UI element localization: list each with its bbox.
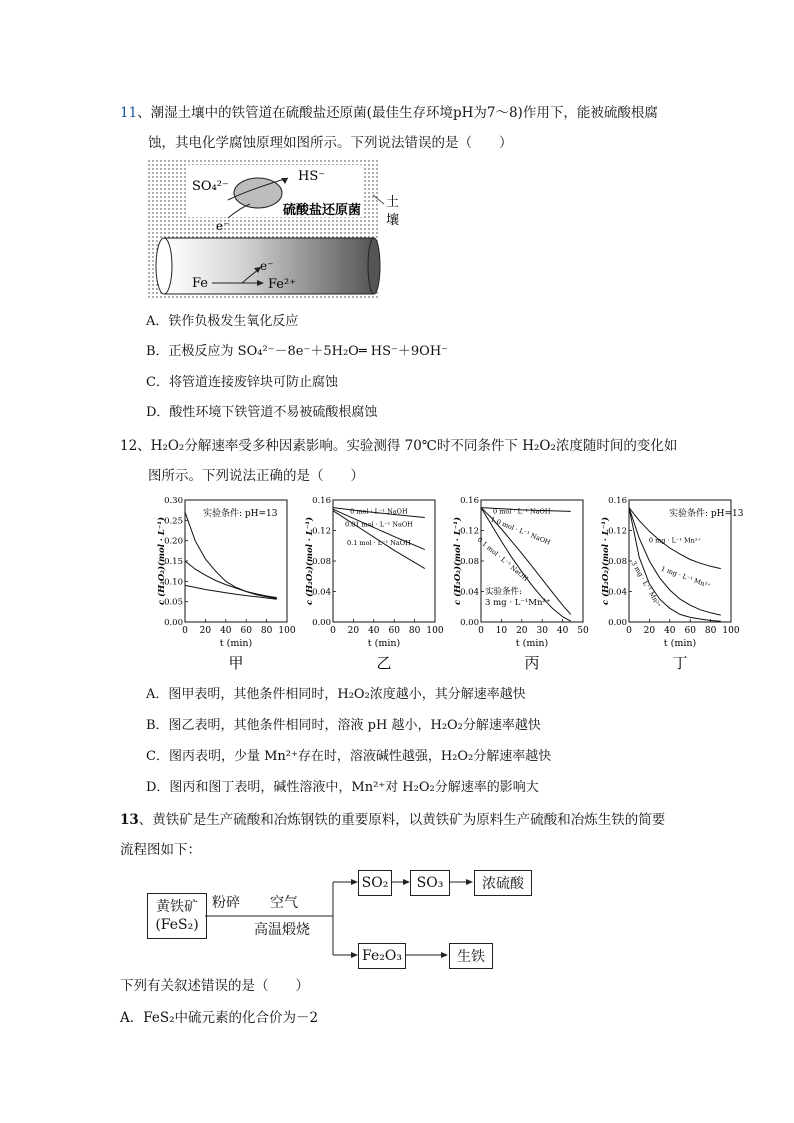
fe2-label: Fe²⁺ [268, 277, 297, 292]
q11-option-c: C．将管道连接废锌块可防止腐蚀 [146, 375, 338, 390]
x-tick-label: 10 [495, 626, 508, 636]
plot-frame-1 [333, 500, 435, 622]
y-tick-label: 0.10 [164, 577, 183, 588]
series-label: 0.1 mol · L⁻¹ NaOH [475, 535, 530, 583]
x-axis-label: t (min) [219, 638, 253, 649]
x-tick-label: 40 [664, 626, 676, 636]
q12-option-b: B．图乙表明，其他条件相同时，溶液 pH 越小，H₂O₂分解速率越快 [146, 718, 541, 733]
x-tick-label: 0 [182, 626, 188, 636]
y-axis-label: c (H₂O₂)(mol · L⁻¹) [601, 516, 611, 606]
e-top-label: e⁻ [216, 219, 230, 233]
x-tick-label: 80 [704, 626, 717, 636]
y-tick-label: 0.00 [460, 618, 479, 628]
series-label: 0.01 mol · L⁻¹ NaOH [344, 520, 413, 529]
x-tick-label: 100 [278, 626, 296, 636]
series-label: 1.0 mol · L⁻¹ NaOH [489, 515, 552, 547]
series-line [185, 585, 277, 599]
q13-line3: 下列有关叙述错误的是（ ） [120, 978, 309, 994]
q11-option-d: D．酸性环境下铁管道不易被硫酸根腐蚀 [146, 405, 378, 420]
x-tick-label: 20 [347, 626, 360, 636]
q13-number: 13 [120, 812, 139, 828]
pyrite-formula: (FeS₂) [155, 917, 199, 933]
q13-option-a: A．FeS₂中硫元素的化合价为－2 [120, 1010, 319, 1026]
e-pipe-label: e⁻ [260, 259, 274, 273]
q13-text1: 、黄铁矿是生产硫酸和冶炼钢铁的重要原料，以黄铁矿为原料生产硫酸和冶炼生铁的简要 [138, 812, 666, 828]
series-label: 0 mol · L⁻¹ NaOH [493, 507, 551, 516]
q12-option-c: C．图丙表明，少量 Mn²⁺存在时，溶液碱性越强，H₂O₂分解速率越快 [146, 749, 552, 764]
y-tick-label: 0.00 [608, 618, 627, 628]
y-tick-label: 0.00 [164, 618, 183, 628]
corrosion-diagram [148, 160, 410, 300]
x-tick-label: 30 [536, 626, 548, 636]
annotation: 实验条件: pH=13 [669, 509, 744, 519]
fe-label: Fe [192, 276, 209, 291]
series-label: 3 mg · L⁻¹ Mn²⁺ [629, 559, 663, 609]
x-tick-label: 20 [643, 626, 656, 636]
x-tick-label: 0 [626, 626, 632, 636]
roast-label: 高温煅烧 [254, 922, 310, 938]
y-tick-label: 0.25 [164, 516, 183, 527]
y-tick-label: 0.00 [312, 618, 331, 628]
x-tick-label: 60 [684, 626, 696, 636]
so4-label: SO₄²⁻ [192, 179, 229, 194]
air-label: 空气 [270, 895, 298, 911]
q11-option-a: A．铁作负极发生氧化反应 [146, 314, 299, 329]
x-axis-label: t (min) [367, 638, 401, 649]
series-label: 1 mg · L⁻¹ Mn²⁺ [659, 564, 712, 590]
h2o2-charts [157, 492, 750, 677]
y-tick-label: 0.30 [164, 496, 183, 506]
y-tick-label: 0.08 [460, 557, 479, 567]
series-line [185, 512, 277, 598]
svg-text:壤: 壤 [386, 213, 400, 228]
annotation: 实验条件: pH=13 [203, 509, 278, 519]
chart-title: 丙 [524, 654, 540, 672]
series-label: 0 mol · L⁻¹ NaOH [350, 507, 408, 516]
pyrite-box [147, 893, 207, 939]
chart-title: 甲 [228, 654, 244, 672]
q12-line1: 12、H₂O₂分解速率受多种因素影响。实验测得 70℃时不同条件下 H₂O₂浓度随时间的变化如 [120, 438, 678, 454]
q11-text1: 、潮湿土壤中的铁管道在硫酸盐还原菌(最佳生存环境pH为7～8)作用下，能被硫酸根腐 [137, 105, 658, 121]
x-tick-label: 60 [240, 626, 252, 636]
x-tick-label: 20 [516, 626, 528, 636]
chart-title: 丁 [672, 654, 688, 672]
x-tick-label: 0 [330, 626, 336, 636]
annotation: 实验条件: [485, 587, 522, 597]
x-tick-label: 20 [199, 626, 212, 636]
chart-title: 乙 [376, 654, 392, 672]
q12-line2: 图所示。下列说法正确的是（ ） [148, 468, 364, 484]
y-tick-label: 0.08 [608, 557, 627, 567]
y-tick-label: 0.04 [460, 587, 479, 598]
y-tick-label: 0.04 [312, 587, 331, 598]
y-tick-label: 0.12 [312, 526, 331, 537]
iron-box: 生铁 [449, 943, 493, 969]
y-axis-label: c (H₂O₂)(mol · L⁻¹) [157, 516, 167, 606]
annotation: 3 mg · L⁻¹Mn²⁺ [485, 598, 551, 608]
soil-label: 土 [386, 195, 400, 210]
x-tick-label: 100 [722, 626, 740, 636]
acid-box: 浓硫酸 [474, 870, 532, 896]
so2-box: SO₂ [358, 870, 392, 896]
x-tick-label: 40 [368, 626, 380, 636]
q12-option-d: D．图丙和图丁表明，碱性溶液中，Mn²⁺对 H₂O₂分解速率的影响大 [146, 780, 539, 795]
x-tick-label: 50 [577, 626, 589, 636]
y-axis-label: c (H₂O₂)(mol · L⁻¹) [453, 516, 463, 606]
x-axis-label: t (min) [663, 638, 697, 649]
q11-line2: 蚀，其电化学腐蚀原理如图所示。下列说法错误的是（ ） [148, 135, 513, 151]
x-tick-label: 80 [260, 626, 273, 636]
x-axis-label: t (min) [515, 638, 549, 649]
crush-label: 粉碎 [212, 895, 240, 911]
series-label: 0.1 mol · L⁻¹ NaOH [347, 539, 411, 548]
y-axis-label: c (H₂O₂)(mol · L⁻¹) [305, 516, 315, 606]
q13-line2: 流程图如下： [120, 842, 201, 858]
hs-label: HS⁻ [298, 169, 326, 184]
x-tick-label: 100 [426, 626, 444, 636]
q11-option-b: B．正极反应为 SO₄²⁻－8e⁻＋5H₂O═ HS⁻＋9OH⁻ [146, 344, 449, 359]
y-tick-label: 0.04 [608, 587, 627, 598]
y-tick-label: 0.12 [460, 526, 479, 537]
y-tick-label: 0.12 [608, 526, 627, 537]
x-tick-label: 60 [388, 626, 400, 636]
q11-line1 [120, 103, 658, 123]
x-tick-label: 80 [408, 626, 421, 636]
x-tick-label: 40 [220, 626, 232, 636]
y-tick-label: 0.16 [460, 496, 479, 506]
q13-line1 [120, 810, 665, 830]
y-tick-label: 0.16 [608, 496, 627, 506]
q12-option-a: A．图甲表明，其他条件相同时，H₂O₂浓度越小，其分解速率越快 [146, 687, 526, 702]
x-tick-label: 0 [478, 626, 484, 636]
bacteria-label: 硫酸盐还原菌 [283, 203, 362, 218]
series-label: 0 mg · L⁻¹ Mn²⁺ [648, 536, 701, 545]
fe2o3-box: Fe₂O₃ [358, 943, 406, 969]
y-tick-label: 0.05 [164, 597, 183, 608]
y-tick-label: 0.16 [312, 496, 331, 506]
y-tick-label: 0.20 [164, 536, 183, 547]
y-tick-label: 0.15 [164, 557, 183, 567]
pyrite-label: 黄铁矿 [156, 899, 198, 915]
so3-box: SO₃ [410, 870, 450, 896]
series-line [185, 561, 277, 598]
x-tick-label: 40 [556, 626, 569, 636]
q11-number: 11 [120, 105, 138, 121]
y-tick-label: 0.08 [312, 557, 331, 567]
